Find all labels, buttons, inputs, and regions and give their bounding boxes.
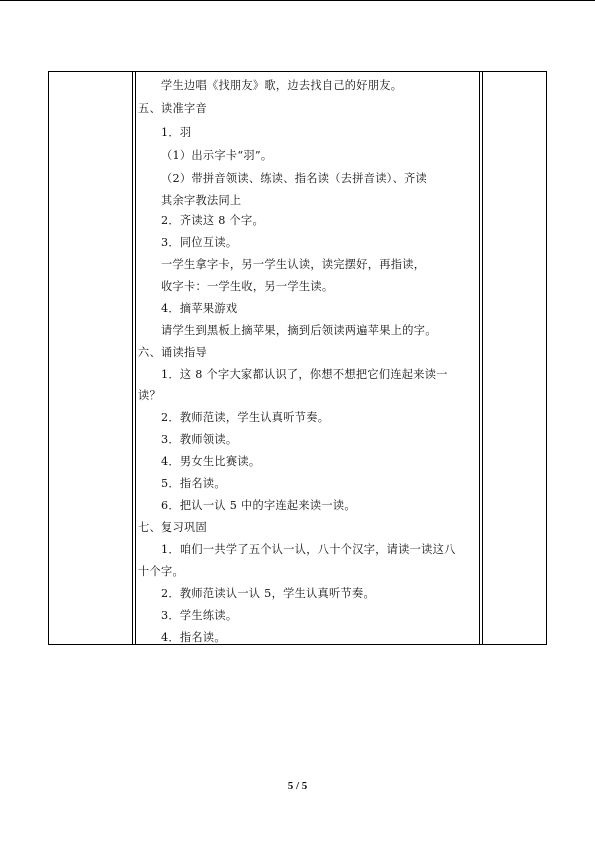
text-line: 1．这 8 个字大家都认识了，你想不想把它们连起来读一 bbox=[161, 368, 448, 381]
text-line: 1．羽 bbox=[161, 126, 192, 139]
text-line: （1）出示字卡“羽”。 bbox=[161, 149, 273, 162]
text-line: 5．指名读。 bbox=[161, 477, 226, 490]
text-line: 学生边唱《找朋友》歌，边去找自己的好朋友。 bbox=[161, 79, 403, 92]
text-line: 请学生到黑板上摘苹果，摘到后领读两遍苹果上的字。 bbox=[161, 324, 437, 337]
text-line: 4．男女生比赛读。 bbox=[161, 455, 261, 468]
page-number: 5 / 5 bbox=[287, 780, 308, 792]
text-line: 6．把认一认 5 中的字连起来读一读。 bbox=[161, 499, 356, 512]
text-line: 十个字。 bbox=[138, 565, 184, 578]
text-line: 3．学生练读。 bbox=[161, 609, 238, 622]
column-divider-right-outer bbox=[482, 72, 483, 644]
text-line: 2．教师范读，学生认真听节奏。 bbox=[161, 411, 330, 424]
text-line: 2．齐读这 8 个字。 bbox=[161, 214, 264, 227]
text-line: 收字卡：一学生收，另一学生读。 bbox=[161, 280, 334, 293]
text-line: 其余字教法同上 bbox=[161, 194, 242, 207]
text-line: 2．教师范读认一认 5，学生认真听节奏。 bbox=[161, 587, 375, 600]
section-heading: 五、读准字音 bbox=[138, 102, 207, 115]
text-line: （2）带拼音领读、练读、指名读（去拼音读）、齐读 bbox=[161, 172, 428, 185]
section-heading: 六、诵读指导 bbox=[138, 346, 207, 359]
text-line: 4．指名读。 bbox=[161, 631, 226, 644]
text-line: 3．同位互读。 bbox=[161, 236, 238, 249]
section-heading: 七、复习巩固 bbox=[138, 521, 207, 534]
text-line: 读？ bbox=[138, 389, 161, 402]
column-divider-left-outer bbox=[132, 72, 133, 644]
lesson-table bbox=[48, 71, 547, 645]
text-line: 1．咱们一共学了五个认一认，八十个汉字，请读一读这八 bbox=[161, 543, 456, 556]
header-rule bbox=[0, 0, 595, 1]
text-line: 一学生拿字卡，另一学生认读，读完摆好，再指读， bbox=[161, 258, 426, 271]
text-line: 4．摘苹果游戏 bbox=[161, 302, 238, 315]
column-divider-right-inner bbox=[479, 72, 480, 644]
column-divider-left-inner bbox=[135, 72, 136, 644]
text-line: 3．教师领读。 bbox=[161, 433, 238, 446]
